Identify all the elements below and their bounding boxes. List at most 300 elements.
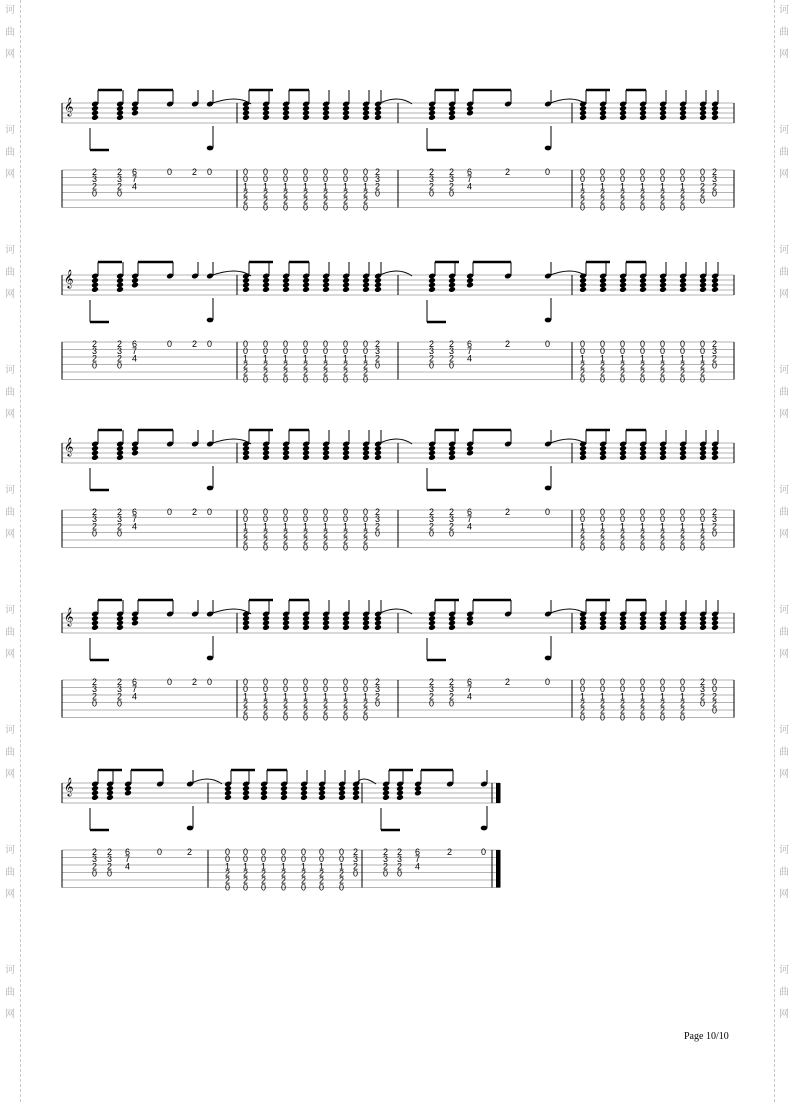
tab-number: 3 bbox=[92, 514, 98, 525]
tab-number: 2 bbox=[363, 535, 369, 546]
tab-number: 3 bbox=[117, 174, 123, 185]
tab-number: 0 bbox=[301, 854, 307, 865]
treble-clef-icon: 𝄞 bbox=[64, 609, 74, 626]
tab-number: 2 bbox=[92, 861, 98, 872]
watermark-char: 曲 bbox=[779, 747, 789, 758]
tab-number: 0 bbox=[303, 514, 309, 525]
tab-number: 3 bbox=[429, 514, 435, 525]
tab-number: 2 bbox=[680, 698, 686, 709]
notehead bbox=[466, 450, 474, 457]
tab-number: 2 bbox=[640, 528, 646, 539]
tab-number: 1 bbox=[263, 353, 269, 364]
notehead bbox=[338, 794, 346, 801]
tab-number: 2 bbox=[263, 705, 269, 716]
tab-number: 0 bbox=[319, 882, 325, 893]
watermark-char: 诃 bbox=[5, 965, 15, 976]
tab-number: 2 bbox=[192, 507, 198, 517]
tab-number: 1 bbox=[303, 181, 309, 192]
tab-number: 6 bbox=[132, 339, 138, 349]
notehead bbox=[711, 454, 719, 461]
tab-number: 0 bbox=[319, 847, 325, 857]
notehead bbox=[352, 794, 360, 801]
tab-number: 0 bbox=[207, 677, 213, 687]
tab-number: 1 bbox=[225, 861, 231, 872]
tab-number: 0 bbox=[545, 339, 551, 349]
tab-number: 0 bbox=[600, 346, 606, 357]
watermark-char: 诃 bbox=[779, 125, 789, 136]
notehead bbox=[224, 794, 232, 801]
treble-clef-icon: 𝄞 bbox=[64, 99, 74, 116]
tab-number: 0 bbox=[283, 507, 289, 517]
notehead bbox=[599, 454, 607, 461]
tab-number: 0 bbox=[243, 167, 249, 177]
tab-number: 2 bbox=[429, 181, 435, 192]
notehead bbox=[362, 624, 370, 631]
tab-number: 3 bbox=[107, 854, 113, 865]
notehead bbox=[579, 286, 587, 293]
tab-number: 0 bbox=[680, 339, 686, 349]
tab-number: 2 bbox=[580, 195, 586, 206]
tab-number: 0 bbox=[429, 698, 435, 709]
tab-number: 0 bbox=[712, 677, 718, 687]
notehead bbox=[448, 454, 456, 461]
tab-number: 0 bbox=[243, 542, 249, 553]
tab-number: 2 bbox=[449, 521, 455, 532]
tab-number: 0 bbox=[449, 360, 455, 371]
tab-number: 1 bbox=[640, 353, 646, 364]
tab-number: 2 bbox=[303, 360, 309, 371]
tab-number: 0 bbox=[680, 514, 686, 525]
tab-number: 3 bbox=[712, 174, 718, 185]
tab-number: 2 bbox=[660, 705, 666, 716]
notehead bbox=[91, 624, 99, 631]
tab-number: 1 bbox=[283, 691, 289, 702]
tab-number: 0 bbox=[283, 174, 289, 185]
tab-number: 0 bbox=[283, 339, 289, 349]
tab-number: 0 bbox=[375, 360, 381, 371]
tab-number: 2 bbox=[449, 181, 455, 192]
notehead bbox=[699, 624, 707, 631]
tab-number: 0 bbox=[261, 882, 267, 893]
tab-number: 0 bbox=[620, 712, 626, 723]
bass-notehead bbox=[207, 486, 214, 491]
tab-number: 2 bbox=[700, 677, 706, 687]
tab-number: 0 bbox=[700, 174, 706, 185]
tab-number: 2 bbox=[620, 367, 626, 378]
tab-number: 0 bbox=[92, 188, 98, 199]
tab-number: 1 bbox=[303, 521, 309, 532]
notehead bbox=[619, 286, 627, 293]
tab-number: 0 bbox=[363, 542, 369, 553]
tab-number: 0 bbox=[680, 507, 686, 517]
watermark-char: 网 bbox=[779, 649, 789, 660]
tab-number: 0 bbox=[343, 339, 349, 349]
tab-number: 0 bbox=[283, 684, 289, 695]
tab-number: 7 bbox=[467, 514, 473, 525]
tab-number: 2 bbox=[343, 698, 349, 709]
tab-number: 0 bbox=[363, 507, 369, 517]
tab-number: 1 bbox=[363, 181, 369, 192]
watermark-char: 网 bbox=[5, 889, 15, 900]
tab-number: 2 bbox=[620, 360, 626, 371]
tab-number: 0 bbox=[580, 202, 586, 213]
tab-number: 2 bbox=[680, 188, 686, 199]
watermark-char: 曲 bbox=[5, 507, 15, 518]
tab-number: 1 bbox=[323, 353, 329, 364]
tab-number: 0 bbox=[207, 507, 213, 517]
tab-number: 3 bbox=[375, 346, 381, 357]
tab-number: 0 bbox=[303, 684, 309, 695]
tab-number: 0 bbox=[261, 854, 267, 865]
tab-number: 2 bbox=[261, 875, 267, 886]
tab-number: 2 bbox=[712, 353, 718, 364]
notehead bbox=[302, 454, 310, 461]
tab-number: 3 bbox=[449, 684, 455, 695]
tab-number: 7 bbox=[467, 346, 473, 357]
tab-number: 0 bbox=[353, 868, 359, 879]
tab-number: 2 bbox=[243, 868, 249, 879]
tab-number: 0 bbox=[207, 167, 213, 177]
tab-number: 1 bbox=[363, 521, 369, 532]
tab-number: 1 bbox=[580, 521, 586, 532]
tab-number: 0 bbox=[680, 677, 686, 687]
tab-number: 2 bbox=[375, 507, 381, 517]
bass-notehead bbox=[545, 318, 552, 323]
tab-number: 0 bbox=[319, 854, 325, 865]
notehead bbox=[91, 794, 99, 801]
notehead bbox=[106, 794, 114, 801]
tab-number: 0 bbox=[600, 374, 606, 385]
watermark-char: 诃 bbox=[5, 5, 15, 16]
notehead bbox=[639, 286, 647, 293]
tab-number: 1 bbox=[660, 691, 666, 702]
tab-number: 2 bbox=[600, 188, 606, 199]
tab-number: 0 bbox=[680, 374, 686, 385]
watermark-char: 曲 bbox=[779, 507, 789, 518]
watermark-char: 曲 bbox=[5, 27, 15, 38]
tab-number: 0 bbox=[545, 677, 551, 687]
tab-number: 4 bbox=[132, 521, 138, 532]
tab-number: 2 bbox=[225, 875, 231, 886]
watermark-char: 诃 bbox=[5, 365, 15, 376]
bass-notehead bbox=[545, 486, 552, 491]
tab-number: 1 bbox=[600, 521, 606, 532]
tab-number: 0 bbox=[92, 528, 98, 539]
tab-number: 0 bbox=[700, 507, 706, 517]
tab-number: 3 bbox=[429, 174, 435, 185]
tab-number: 2 bbox=[660, 367, 666, 378]
tab-number: 6 bbox=[132, 677, 138, 687]
tab-number: 0 bbox=[600, 712, 606, 723]
notehead bbox=[302, 114, 310, 121]
tab-number: 3 bbox=[92, 346, 98, 357]
tab-number: 0 bbox=[600, 174, 606, 185]
notehead bbox=[619, 114, 627, 121]
tab-number: 4 bbox=[125, 861, 131, 872]
tab-number: 6 bbox=[467, 507, 473, 517]
tab-number: 2 bbox=[353, 847, 359, 857]
tab-number: 0 bbox=[680, 346, 686, 357]
tab-number: 0 bbox=[283, 514, 289, 525]
tab-number: 2 bbox=[712, 691, 718, 702]
tab-number: 2 bbox=[263, 535, 269, 546]
notehead bbox=[242, 624, 250, 631]
tab-number: 2 bbox=[660, 535, 666, 546]
tab-number: 2 bbox=[319, 868, 325, 879]
tab-number: 6 bbox=[132, 167, 138, 177]
tab-number: 0 bbox=[343, 684, 349, 695]
watermark-char: 曲 bbox=[779, 267, 789, 278]
tab-number: 2 bbox=[505, 167, 511, 177]
tab-number: 2 bbox=[580, 528, 586, 539]
tab-number: 2 bbox=[117, 507, 123, 517]
notehead bbox=[131, 110, 139, 117]
notehead bbox=[599, 624, 607, 631]
tab-number: 2 bbox=[323, 195, 329, 206]
notehead bbox=[262, 454, 270, 461]
tab-number: 2 bbox=[429, 691, 435, 702]
tab-number: 3 bbox=[397, 854, 403, 865]
tab-number: 0 bbox=[343, 174, 349, 185]
tab-number: 2 bbox=[303, 698, 309, 709]
tab-number: 2 bbox=[283, 360, 289, 371]
watermark-char: 曲 bbox=[779, 387, 789, 398]
tab-number: 1 bbox=[660, 181, 666, 192]
tab-number: 0 bbox=[303, 174, 309, 185]
tab-number: 0 bbox=[429, 360, 435, 371]
notehead bbox=[322, 624, 330, 631]
watermark-char: 曲 bbox=[5, 387, 15, 398]
watermark-char: 网 bbox=[5, 529, 15, 540]
tab-number: 0 bbox=[580, 677, 586, 687]
tab-number: 0 bbox=[263, 346, 269, 357]
tab-number: 2 bbox=[243, 705, 249, 716]
tab-number: 0 bbox=[323, 174, 329, 185]
tab-number: 2 bbox=[263, 698, 269, 709]
tab-number: 2 bbox=[700, 188, 706, 199]
notehead bbox=[242, 454, 250, 461]
tab-number: 0 bbox=[660, 684, 666, 695]
tab-number: 0 bbox=[283, 542, 289, 553]
tab-number: 0 bbox=[680, 167, 686, 177]
tab-number: 3 bbox=[375, 514, 381, 525]
notehead bbox=[711, 114, 719, 121]
tab-number: 0 bbox=[243, 847, 249, 857]
watermark-char: 诃 bbox=[779, 365, 789, 376]
tab-number: 2 bbox=[92, 691, 98, 702]
tab-number: 0 bbox=[397, 868, 403, 879]
tab-number: 1 bbox=[263, 181, 269, 192]
bass-notehead bbox=[207, 318, 214, 323]
tab-number: 0 bbox=[243, 514, 249, 525]
tab-number: 2 bbox=[263, 367, 269, 378]
tab-number: 3 bbox=[92, 854, 98, 865]
notehead bbox=[282, 114, 290, 121]
tab-number: 2 bbox=[243, 528, 249, 539]
notehead bbox=[280, 794, 288, 801]
tab-number: 2 bbox=[580, 367, 586, 378]
tab-number: 0 bbox=[640, 174, 646, 185]
watermark-char: 曲 bbox=[5, 747, 15, 758]
tab-number: 1 bbox=[363, 353, 369, 364]
tab-number: 0 bbox=[580, 167, 586, 177]
notehead bbox=[414, 790, 422, 797]
tab-number: 2 bbox=[505, 339, 511, 349]
bass-notehead bbox=[207, 146, 214, 151]
tab-number: 2 bbox=[449, 339, 455, 349]
tab-number: 0 bbox=[363, 514, 369, 525]
tab-number: 0 bbox=[600, 167, 606, 177]
tab-number: 0 bbox=[343, 677, 349, 687]
tab-number: 3 bbox=[92, 684, 98, 695]
tab-number: 0 bbox=[323, 542, 329, 553]
tab-number: 0 bbox=[117, 698, 123, 709]
notehead bbox=[448, 624, 456, 631]
tab-number: 2 bbox=[449, 691, 455, 702]
notehead bbox=[242, 114, 250, 121]
tab-number: 2 bbox=[283, 705, 289, 716]
tab-number: 2 bbox=[243, 188, 249, 199]
tab-number: 0 bbox=[107, 868, 113, 879]
tab-number: 2 bbox=[323, 705, 329, 716]
tab-number: 4 bbox=[467, 691, 473, 702]
final-barline bbox=[496, 783, 500, 803]
tab-number: 0 bbox=[640, 684, 646, 695]
tab-number: 2 bbox=[580, 705, 586, 716]
notehead bbox=[131, 282, 139, 289]
bass-notehead bbox=[207, 656, 214, 661]
tab-number: 2 bbox=[107, 861, 113, 872]
notehead bbox=[659, 286, 667, 293]
watermark-char: 网 bbox=[779, 289, 789, 300]
tab-number: 1 bbox=[243, 181, 249, 192]
tab-number: 2 bbox=[429, 677, 435, 687]
tab-number: 2 bbox=[263, 195, 269, 206]
tab-number: 2 bbox=[712, 339, 718, 349]
tab-number: 2 bbox=[660, 188, 666, 199]
tab-number: 0 bbox=[580, 507, 586, 517]
tab-number: 2 bbox=[363, 360, 369, 371]
tab-number: 2 bbox=[343, 535, 349, 546]
tab-number: 0 bbox=[225, 882, 231, 893]
tab-number: 0 bbox=[92, 698, 98, 709]
tab-number: 1 bbox=[301, 861, 307, 872]
tab-number: 0 bbox=[92, 360, 98, 371]
tab-number: 2 bbox=[283, 535, 289, 546]
tab-number: 3 bbox=[429, 684, 435, 695]
tab-number: 2 bbox=[117, 181, 123, 192]
tab-number: 1 bbox=[323, 521, 329, 532]
tab-number: 0 bbox=[167, 339, 173, 349]
tab-number: 0 bbox=[660, 712, 666, 723]
tab-number: 1 bbox=[243, 521, 249, 532]
tab-number: 1 bbox=[680, 691, 686, 702]
tab-number: 2 bbox=[383, 861, 389, 872]
tab-number: 0 bbox=[243, 507, 249, 517]
tab-number: 0 bbox=[620, 374, 626, 385]
tab-number: 2 bbox=[680, 535, 686, 546]
tab-number: 2 bbox=[700, 535, 706, 546]
tab-number: 2 bbox=[600, 195, 606, 206]
tab-number: 2 bbox=[92, 507, 98, 517]
tab-number: 1 bbox=[580, 691, 586, 702]
tab-number: 2 bbox=[640, 188, 646, 199]
tab-number: 0 bbox=[303, 507, 309, 517]
notehead bbox=[466, 110, 474, 117]
notehead bbox=[116, 624, 124, 631]
tab-number: 1 bbox=[243, 691, 249, 702]
notehead bbox=[300, 794, 308, 801]
notehead bbox=[282, 286, 290, 293]
tab-number: 2 bbox=[363, 705, 369, 716]
tab-number: 6 bbox=[415, 847, 421, 857]
tab-number: 0 bbox=[660, 374, 666, 385]
tab-number: 0 bbox=[281, 847, 287, 857]
tab-number: 3 bbox=[700, 684, 706, 695]
tab-number: 2 bbox=[660, 360, 666, 371]
tab-number: 1 bbox=[283, 181, 289, 192]
notehead bbox=[242, 286, 250, 293]
tab-number: 0 bbox=[363, 346, 369, 357]
tab-number: 0 bbox=[620, 346, 626, 357]
tab-number: 2 bbox=[243, 698, 249, 709]
tab-number: 2 bbox=[339, 875, 345, 886]
watermark-char: 网 bbox=[779, 529, 789, 540]
tab-number: 2 bbox=[680, 360, 686, 371]
watermark-char: 诃 bbox=[5, 725, 15, 736]
tab-number: 0 bbox=[660, 346, 666, 357]
tab-number: 0 bbox=[283, 202, 289, 213]
tab-number: 2 bbox=[192, 339, 198, 349]
tab-number: 2 bbox=[640, 367, 646, 378]
notehead bbox=[322, 114, 330, 121]
tab-number: 1 bbox=[680, 521, 686, 532]
tab-number: 2 bbox=[319, 875, 325, 886]
tab-number: 2 bbox=[640, 360, 646, 371]
tab-number: 0 bbox=[620, 542, 626, 553]
tab-number: 2 bbox=[281, 875, 287, 886]
tab-number: 0 bbox=[323, 712, 329, 723]
tab-number: 4 bbox=[132, 353, 138, 364]
notehead bbox=[242, 794, 250, 801]
tab-number: 2 bbox=[92, 181, 98, 192]
tab-number: 1 bbox=[580, 181, 586, 192]
tab-number: 0 bbox=[640, 339, 646, 349]
tab-number: 0 bbox=[363, 167, 369, 177]
tab-number: 0 bbox=[243, 684, 249, 695]
tab-number: 2 bbox=[263, 360, 269, 371]
watermark-char: 曲 bbox=[5, 987, 15, 998]
tab-number: 0 bbox=[243, 712, 249, 723]
notehead bbox=[262, 624, 270, 631]
tab-number: 0 bbox=[429, 528, 435, 539]
notehead bbox=[116, 286, 124, 293]
tab-number: 2 bbox=[363, 195, 369, 206]
tab-number: 1 bbox=[323, 181, 329, 192]
tab-number: 1 bbox=[620, 691, 626, 702]
tab-number: 0 bbox=[343, 346, 349, 357]
tab-number: 2 bbox=[375, 167, 381, 177]
tab-number: 2 bbox=[303, 195, 309, 206]
tab-number: 0 bbox=[363, 174, 369, 185]
tab-number: 2 bbox=[243, 367, 249, 378]
tab-number: 2 bbox=[261, 868, 267, 879]
tab-number: 2 bbox=[620, 535, 626, 546]
bass-notehead bbox=[545, 146, 552, 151]
tab-number: 0 bbox=[660, 174, 666, 185]
tab-number: 0 bbox=[339, 882, 345, 893]
tab-number: 0 bbox=[263, 542, 269, 553]
